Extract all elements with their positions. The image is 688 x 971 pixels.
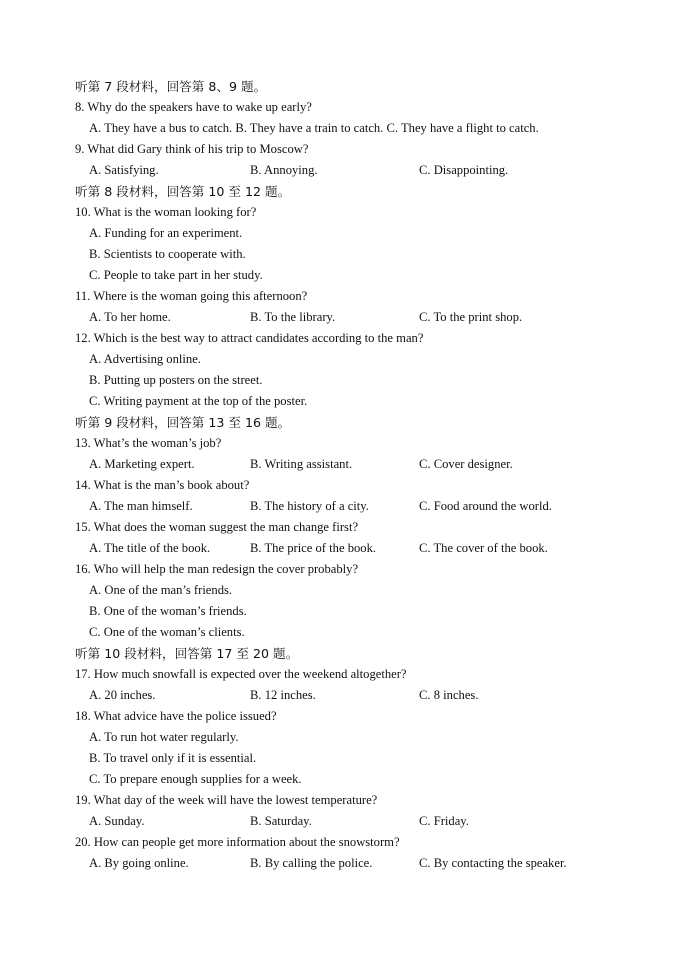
question-stem: 19. What day of the week will have the lowest temperature? — [75, 793, 378, 807]
answer-option: A. Sunday. — [89, 814, 145, 828]
section-instruction: 听第 10 段材料，回答第 17 至 20 题。 — [75, 646, 299, 661]
answer-option: A. Funding for an experiment. — [89, 226, 243, 240]
answer-options-row — [75, 853, 635, 874]
question-stem: 12. Which is the best way to attract candidates according to the man? — [75, 331, 424, 345]
answer-option: A. By going online. — [89, 856, 189, 870]
answer-option: A. The man himself. — [89, 499, 193, 513]
question-stem: 15. What does the woman suggest the man change first? — [75, 520, 359, 534]
question-stem: 20. How can people get more information about the snowstorm? — [75, 835, 400, 849]
answer-option: B. To the library. — [250, 310, 336, 324]
answer-option: C. Writing payment at the top of the poster. — [89, 394, 308, 408]
answer-option: B. To travel only if it is essential. — [89, 751, 257, 765]
answer-option: B. Scientists to cooperate with. — [89, 247, 246, 261]
question-stem: 16. Who will help the man redesign the cover probably? — [75, 562, 359, 576]
answer-option: A. To her home. — [89, 310, 171, 324]
answer-options-row — [75, 811, 635, 832]
answer-option: C. People to take part in her study. — [89, 268, 263, 282]
answer-option: A. Advertising online. — [89, 352, 201, 366]
answer-option: A. Satisfying. — [89, 163, 159, 177]
answer-option: A. To run hot water regularly. — [89, 730, 239, 744]
answer-option: C. To prepare enough supplies for a week. — [89, 772, 302, 786]
answer-options-row — [75, 454, 635, 475]
answer-option: B. Saturday. — [250, 814, 312, 828]
answer-option: B. The price of the book. — [250, 541, 377, 555]
question-stem: 18. What advice have the police issued? — [75, 709, 277, 723]
answer-options-row — [75, 118, 635, 139]
section-instruction: 听第 8 段材料，回答第 10 至 12 题。 — [75, 184, 291, 199]
answer-options-row — [75, 496, 635, 517]
answer-option: A. They have a bus to catch. — [89, 121, 236, 135]
answer-options-row — [75, 538, 635, 559]
answer-option: A. One of the man’s friends. — [89, 583, 233, 597]
answer-option: C. One of the woman’s clients. — [89, 625, 245, 639]
answer-option: C. Cover designer. — [419, 457, 513, 471]
answer-option: B. Writing assistant. — [250, 457, 353, 471]
answer-option: B. One of the woman’s friends. — [89, 604, 247, 618]
answer-option: B. Annoying. — [250, 163, 318, 177]
section-instruction: 听第 9 段材料，回答第 13 至 16 题。 — [75, 415, 291, 430]
question-stem: 9. What did Gary think of his trip to Moscow? — [75, 142, 309, 156]
answer-options-row — [75, 160, 635, 181]
answer-option: B. They have a train to catch. — [235, 121, 387, 135]
question-stem: 13. What’s the woman’s job? — [75, 436, 222, 450]
answer-option: C. Disappointing. — [419, 163, 509, 177]
answer-option: C. 8 inches. — [419, 688, 479, 702]
answer-option: B. Putting up posters on the street. — [89, 373, 263, 387]
listening-section — [75, 76, 635, 874]
answer-option: C. Food around the world. — [419, 499, 552, 513]
question-stem: 8. Why do the speakers have to wake up early? — [75, 100, 312, 114]
answer-option: C. The cover of the book. — [419, 541, 548, 555]
question-stem: 14. What is the man’s book about? — [75, 478, 250, 492]
question-stem: 10. What is the woman looking for? — [75, 205, 257, 219]
answer-options-row — [75, 307, 635, 328]
answer-option: A. The title of the book. — [89, 541, 211, 555]
answer-option: C. By contacting the speaker. — [419, 856, 567, 870]
answer-option: A. Marketing expert. — [89, 457, 195, 471]
answer-option: A. 20 inches. — [89, 688, 156, 702]
question-stem: 17. How much snowfall is expected over the weekend altogether? — [75, 667, 407, 681]
answer-option: B. By calling the police. — [250, 856, 373, 870]
answer-option: B. The history of a city. — [250, 499, 369, 513]
section-instruction: 听第 7 段材料，回答第 8、9 题。 — [75, 79, 267, 94]
question-stem: 11. Where is the woman going this afternoon? — [75, 289, 308, 303]
answer-option: C. Friday. — [419, 814, 469, 828]
answer-option: B. 12 inches. — [250, 688, 316, 702]
answer-option: C. They have a flight to catch. — [386, 121, 539, 135]
answer-options-row — [75, 685, 635, 706]
answer-option: C. To the print shop. — [419, 310, 523, 324]
